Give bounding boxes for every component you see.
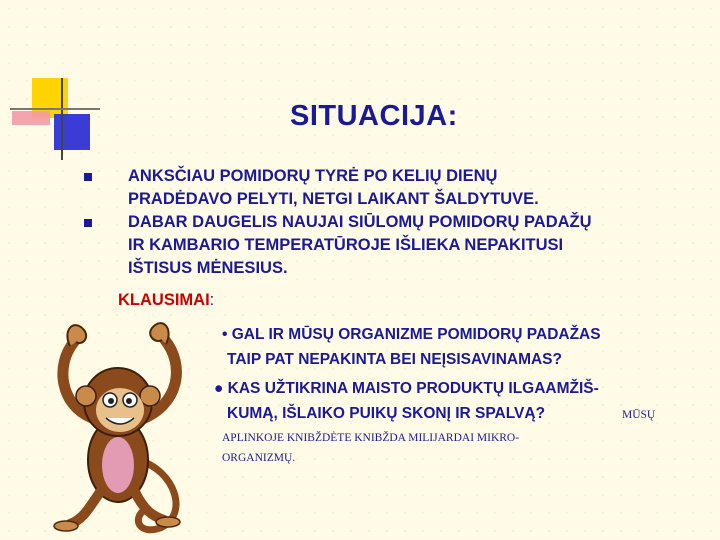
bullet-line: DABAR DAUGELIS NAUJAI SIŪLOMŲ POMIDORŲ PADAŽŲ [128, 213, 592, 231]
decorative-squares-logo-icon [10, 78, 100, 160]
bullet-line: PRADĖDAVO PELYTI, NETGI LAIKANT ŠALDYTUVE. [128, 190, 539, 208]
questions-label: KLAUSIMAI [118, 291, 210, 309]
question-2-tail: MŪSŲ [622, 409, 656, 421]
question-2-line-2: KUMĄ, IŠLAIKO PUIKŲ SKONĮ IR SPALVĄ? [227, 405, 546, 422]
bullet-line: ANKSČIAU POMIDORŲ TYRĖ PO KELIŲ DIENŲ [128, 167, 498, 185]
bullet-line: IŠTISUS MĖNESIUS. [128, 259, 288, 277]
questions-heading [118, 291, 214, 310]
question-2-line-1: ● KAS UŽTIKRINA MAISTO PRODUKTŲ ILGAAMŽIŠ- [214, 380, 599, 397]
monkey-clipart-icon [40, 310, 200, 535]
bullet-line: IR KAMBARIO TEMPERATŪROJE IŠLIEKA NEPAKITUSI [128, 236, 564, 254]
list-item [78, 165, 718, 211]
page-title: SITUACIJA: [290, 100, 458, 132]
situation-list [78, 165, 718, 280]
square-bullet-icon [84, 219, 92, 227]
question-1-line-1: • GAL IR MŪSŲ ORGANIZME POMIDORŲ PADAŽAS [222, 326, 601, 343]
question-2-line-3: APLINKOJE KNIBŽDĖTE KNIBŽDA MILIJARDAI MIKRO- [222, 432, 520, 444]
question-2-line-4: ORGANIZMŲ. [222, 452, 296, 464]
square-bullet-icon [84, 173, 92, 181]
questions-colon: : [209, 291, 215, 309]
question-1-line-2: TAIP PAT NEPAKINTA BEI NEĮSISAVINAMAS? [227, 351, 562, 368]
list-item [78, 211, 718, 280]
